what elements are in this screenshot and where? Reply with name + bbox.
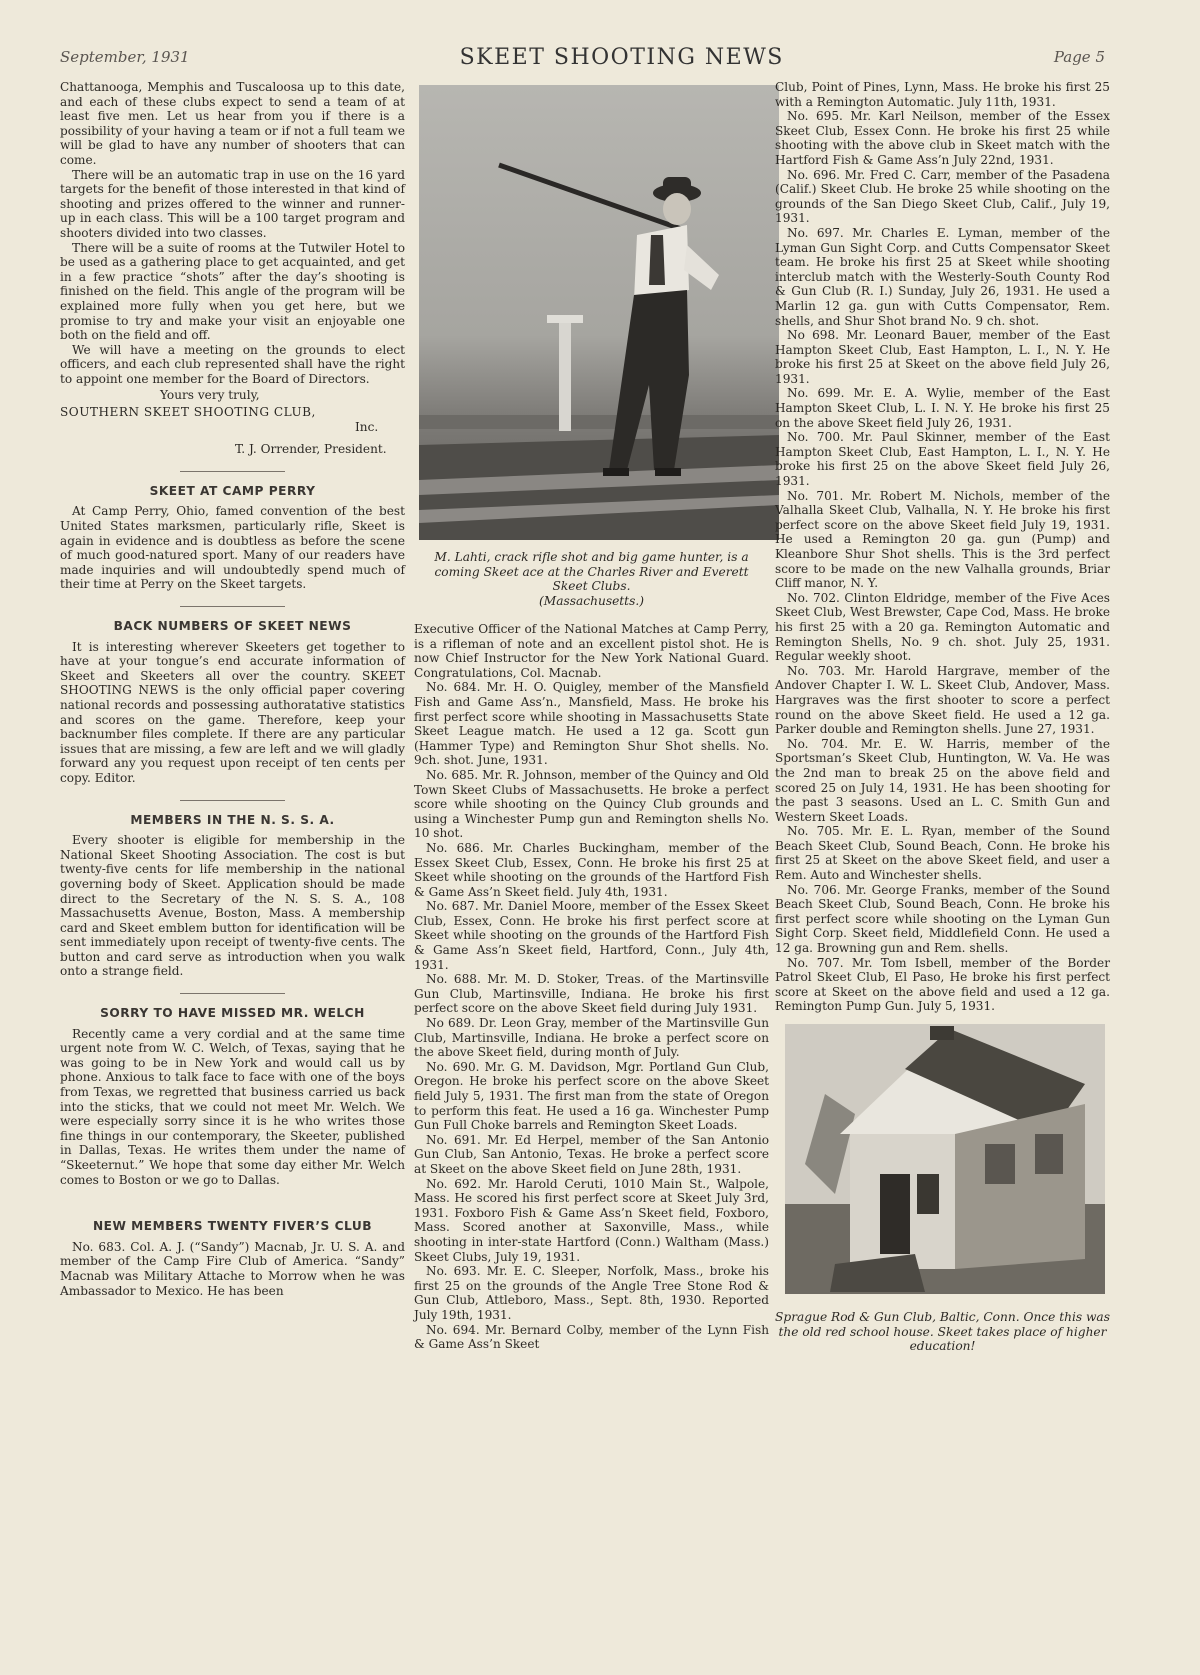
section-title-members: MEMBERS IN THE N. S. S. A. bbox=[130, 812, 335, 827]
body-paragraph: No. 683. Col. A. J. (“Sandy”) Macnab, Jr. U. S. A. and member of the Camp Fire Club of America. “Sandy” Macnab was Military Attache to Morrow when he was Ambassador to Mexico. He has been bbox=[60, 1239, 405, 1298]
body-paragraph: We will have a meeting on the grounds to elect officers, and each club represented shall have the right to appoint one member for the Board of Directors. bbox=[60, 342, 405, 386]
member-entry-698: No 698. Mr. Leonard Bauer, member of the East Hampton Skeet Club, East Hampton, L. I., N. Y. He broke his first 25 at Skeet on the above field July 26, 1931. bbox=[775, 328, 1110, 386]
member-entry-702: No. 702. Clinton Eldridge, member of the Five Aces Skeet Club, West Brewster, Cape Cod, Mass. He broke his first 25 with a 20 ga. Remington Automatic and Remington Shells, No. 9 ch. shot. July 25, 1931. Regular weekly shoot. bbox=[775, 590, 1110, 664]
photo-caption-text: M. Lahti, crack rifle shot and big game hunter, is a coming Skeet ace at the Charles River and Everett Skeet Clubs. bbox=[434, 550, 749, 593]
body-paragraph: Recently came a very cordial and at the same time urgent note from W. C. Welch, of Texas, saying that he was going to be in New York and would call us by phone. Anxious to talk face to face with one of the boys from Texas, we regretted that business carried us back into the sticks, that we could not meet Mr. Welch. We were especially sorry since it is he who writes those fine things in our contemporary, the Skeeter, published in Dallas, Texas. He writes them under the name of “Skeeternut.” We hope that some day either Mr. Welch comes to Boston or we go to Dallas. bbox=[60, 1026, 405, 1187]
member-entry-685: No. 685. Mr. R. Johnson, member of the Quincy and Old Town Skeet Clubs of Massachusetts. He broke a perfect score while shooting on the Quincy Club grounds and using a Winchester Pump gun and Remington shells No. 10 shot. bbox=[414, 767, 769, 841]
shooter-photo-image bbox=[419, 85, 779, 540]
page-header bbox=[60, 42, 1105, 72]
body-paragraph: There will be a suite of rooms at the Tutwiler Hotel to be used as a gathering place to get acquainted, and get in a few practice “shots” after the day’s shooting is finished on the field. This angle of the program will be explained more fully when you get here, but we promise to try and make your visit an enjoyable one both on the field and off. bbox=[60, 240, 405, 343]
body-paragraph: Executive Officer of the National Matches at Camp Perry, is a rifleman of note and an excellent pistol shot. He is now Chief Instructor for the New York National Guard. Congratulations, Col. Macnab. bbox=[414, 622, 769, 680]
left-column bbox=[60, 80, 405, 1298]
member-entry-703: No. 703. Mr. Harold Hargrave, member of the Andover Chapter I. W. L. Skeet Club, Andover, Mass. Hargraves was the first shooter to score a perfect round on the above Skeet field. He used a 12 ga. Parker double and Remington shells. June 27, 1931. bbox=[775, 663, 1110, 737]
member-entry-707: No. 707. Mr. Tom Isbell, member of the Border Patrol Skeet Club, El Paso, He broke his first perfect score at Skeet on the above field and used a 12 ga. Remington Pump Gun. July 5, 1931. bbox=[775, 955, 1110, 1014]
photo-caption-location: (Massachusetts.) bbox=[539, 593, 644, 608]
letter-organization: SOUTHERN SKEET SHOOTING CLUB, bbox=[60, 405, 316, 420]
section-title-welch: SORRY TO HAVE MISSED MR. WELCH bbox=[100, 1006, 365, 1021]
member-entry-692: No. 692. Mr. Harold Ceruti, 1010 Main St., Walpole, Mass. He scored his first perfect score at Skeet July 3rd, 1931. Foxboro Fish & Game Ass’n Skeet field, Foxboro, Mass. Scored another at Saxonville, Mass., while shooting in inter-state Hartford (Conn.) Waltham (Mass.) Skeet Clubs, July 19, 1931. bbox=[414, 1176, 769, 1264]
member-entry-700: No. 700. Mr. Paul Skinner, member of the East Hampton Skeet Club, East Hampton, L. I., N. Y. He broke his first 25 on the above Skeet field July 26, 1931. bbox=[775, 430, 1110, 489]
letter-closing: Yours very truly, bbox=[160, 388, 260, 403]
member-entry-695: No. 695. Mr. Karl Neilson, member of the Essex Skeet Club, Essex Conn. He broke his first 25 while shooting with the above club in Skeet match with the Hartford Fish & Game Ass’n July 22nd, 1931. bbox=[775, 109, 1110, 167]
letter-signature: T. J. Orrender, President. bbox=[235, 442, 387, 457]
member-entry-694: No. 694. Mr. Bernard Colby, member of the Lynn Fish & Game Ass’n Skeet bbox=[414, 1322, 769, 1352]
member-entry-704: No. 704. Mr. E. W. Harris, member of the Sportsman’s Skeet Club, Huntington, W. Va. He was the 2nd man to break 25 on the above field and scored 25 on July 14, 1931. He has been shooting for the past 3 seasons. Used an L. C. Smith Gun and Western Skeet Loads. bbox=[775, 736, 1110, 824]
issue-date: September, 1931 bbox=[60, 48, 190, 66]
member-entry-706: No. 706. Mr. George Franks, member of the Sound Beach Skeet Club, Sound Beach, Conn. He broke his first perfect score while shooting on the Lyman Gun Sight Corp. Skeet field, Middlefield Conn. He used a 12 ga. Browning gun and Rem. shells. bbox=[775, 882, 1110, 956]
shooter-photo bbox=[419, 85, 779, 540]
middle-column bbox=[414, 80, 769, 1352]
member-entry-699: No. 699. Mr. E. A. Wylie, member of the East Hampton Skeet Club, L. I. N. Y. He broke his first 25 on the above Skeet field July 26, 1931. bbox=[775, 386, 1110, 430]
page-number: Page 5 bbox=[1053, 48, 1105, 66]
body-paragraph: Chattanooga, Memphis and Tuscaloosa up to this date, and each of these clubs expect to send a team of at least five men. Let us hear from you if there is a possibility of your having a team or if not a full team we will be glad to have any number of shooters that can come. bbox=[60, 80, 405, 167]
member-entry-690: No. 690. Mr. G. M. Davidson, Mgr. Portland Gun Club, Oregon. He broke his perfect score on the above Skeet field July 5, 1931. The first man from the state of Oregon to perform this feat. He used a 16 ga. Winchester Pump Gun Full Choke barrels and Remington Skeet Loads. bbox=[414, 1059, 769, 1133]
body-paragraph: Every shooter is eligible for membership in the National Skeet Shooting Association. The cost is but twenty-five cents for life membership in the national governing body of Skeet. Application should be made direct to the Secretary of the N. S. S. A., 108 Massachusetts Avenue, Boston, Mass. A membership card and Skeet emblem button for identification will be sent immediately upon receipt of twenty-five cents. The button and card serve as introduction when you walk onto a strange field. bbox=[60, 833, 405, 979]
member-entry-691: No. 691. Mr. Ed Herpel, member of the San Antonio Gun Club, San Antonio, Texas. He broke a perfect score at Skeet on the above Skeet field on June 28th, 1931. bbox=[414, 1132, 769, 1176]
body-paragraph: It is interesting wherever Skeeters get together to have at your tongue’s end accurate information of Skeet and Skeeters all over the country. SKEET SHOOTING NEWS is the only official paper covering national records and possessing authoratative statistics and scores on the game. Therefore, keep your backnumber files complete. If there are any particular issues that are missing, a few are left and we will gladly forward any you request upon receipt of ten cents per copy. Editor. bbox=[60, 639, 405, 785]
body-paragraph: There will be an automatic trap in use on the 16 yard targets for the benefit of those interested in that kind of shooting and prizes offered to the winner and runner-up in each class. This will be a 100 target program and shooters divided into two classes. bbox=[60, 167, 405, 240]
section-divider bbox=[180, 800, 285, 801]
section-divider bbox=[180, 606, 285, 607]
clubhouse-photo-caption: Sprague Rod & Gun Club, Baltic, Conn. Once this was the old red school house. Skeet takes place of higher education! bbox=[775, 1310, 1110, 1353]
member-entry-687: No. 687. Mr. Daniel Moore, member of the Essex Skeet Club, Essex, Conn. He broke his first perfect score at Skeet while shooting on the grounds of the Hartford Fish & Game Ass’n Skeet field, Hartford, Conn., July 4th, 1931. bbox=[414, 899, 769, 972]
member-entry-686: No. 686. Mr. Charles Buckingham, member of the Essex Skeet Club, Essex, Conn. He broke his first 25 at Skeet while shooting on the grounds of the Hartford Fish & Game Ass’n Skeet field. July 4th, 1931. bbox=[414, 840, 769, 899]
publication-title: SKEET SHOOTING NEWS bbox=[459, 44, 784, 70]
member-entry-697: No. 697. Mr. Charles E. Lyman, member of the Lyman Gun Sight Corp. and Cutts Compensator Skeet team. He broke his first 25 at Skeet while shooting interclub match with the Westerly-South County Rod & Gun Club (R. I.) Sunday, July 26, 1931. He used a Marlin 12 ga. gun with Cutts Compensator, Rem. shells, and Shur Shot brand No. 9 ch. shot. bbox=[775, 225, 1110, 328]
section-title-back-numbers: BACK NUMBERS OF SKEET NEWS bbox=[113, 619, 352, 633]
member-entry-684: No. 684. Mr. H. O. Quigley, member of the Mansfield Fish and Game Ass’n., Mansfield, Mass. He broke his first perfect score while shooting in Massachusetts State Skeet League match. He used a 12 ga. Scott gun (Hammer Type) and Remington Shur Shot shells. No. 9ch. shot. June, 1931. bbox=[414, 680, 769, 768]
member-entry-705: No. 705. Mr. E. L. Ryan, member of the Sound Beach Skeet Club, Sound Beach, Conn. He broke his first 25 at Skeet on the above Skeet field, and user a Rem. Auto and Winchester shells. bbox=[775, 824, 1110, 883]
clubhouse-photo bbox=[785, 1024, 1105, 1294]
member-entry-696: No. 696. Mr. Fred C. Carr, member of the Pasadena (Calif.) Skeet Club. He broke 25 while shooting on the grounds of the San Diego Skeet Club, Calif., July 19, 1931. bbox=[775, 167, 1110, 226]
section-divider bbox=[180, 993, 285, 994]
letter-organization-inc: Inc. bbox=[355, 419, 379, 434]
member-entry-688: No. 688. Mr. M. D. Stoker, Treas. of the Martinsville Gun Club, Martinsville, Indiana. He broke his first perfect score on the above Skeet field during July 1931. bbox=[414, 972, 769, 1016]
section-title-camp-perry: SKEET AT CAMP PERRY bbox=[149, 483, 316, 498]
section-divider bbox=[180, 471, 285, 472]
member-entry-701: No. 701. Mr. Robert M. Nichols, member of the Valhalla Skeet Club, Valhalla, N. Y. He broke his first perfect score on the above Skeet field July 19, 1931. He used a Remington 20 ga. gun (Pump) and Kleanbore Shur Shot shells. This is the 3rd perfect score to be made on the new Valhalla grounds, Briar Cliff manor, N. Y. bbox=[775, 488, 1110, 591]
body-paragraph: Club, Point of Pines, Lynn, Mass. He broke his first 25 with a Remington Automatic. July 11th, 1931. bbox=[775, 80, 1110, 109]
section-title-twenty-five: NEW MEMBERS TWENTY FIVER’S CLUB bbox=[92, 1219, 373, 1234]
member-entry-689: No 689. Dr. Leon Gray, member of the Martinsville Gun Club, Martinsville, Indiana. He broke a perfect score on the above Skeet field, during month of July. bbox=[414, 1016, 769, 1060]
body-paragraph: At Camp Perry, Ohio, famed convention of the best United States marksmen, particularly rifle, Skeet is again in evidence and is doubtless as before the scene of much good-natured sport. Many of our readers have made inquiries and will undoubtedly spend much of their time at Perry on the Skeet targets. bbox=[60, 504, 405, 592]
photo-caption bbox=[414, 550, 769, 608]
right-column bbox=[775, 80, 1110, 1354]
member-entry-693: No. 693. Mr. E. C. Sleeper, Norfolk, Mass., broke his first 25 on the grounds of the Angle Tree Stone Rod & Gun Club, Attleboro, Mass., Sept. 8th, 1930. Reported July 19th, 1931. bbox=[414, 1264, 769, 1322]
clubhouse-photo-image bbox=[785, 1024, 1105, 1294]
